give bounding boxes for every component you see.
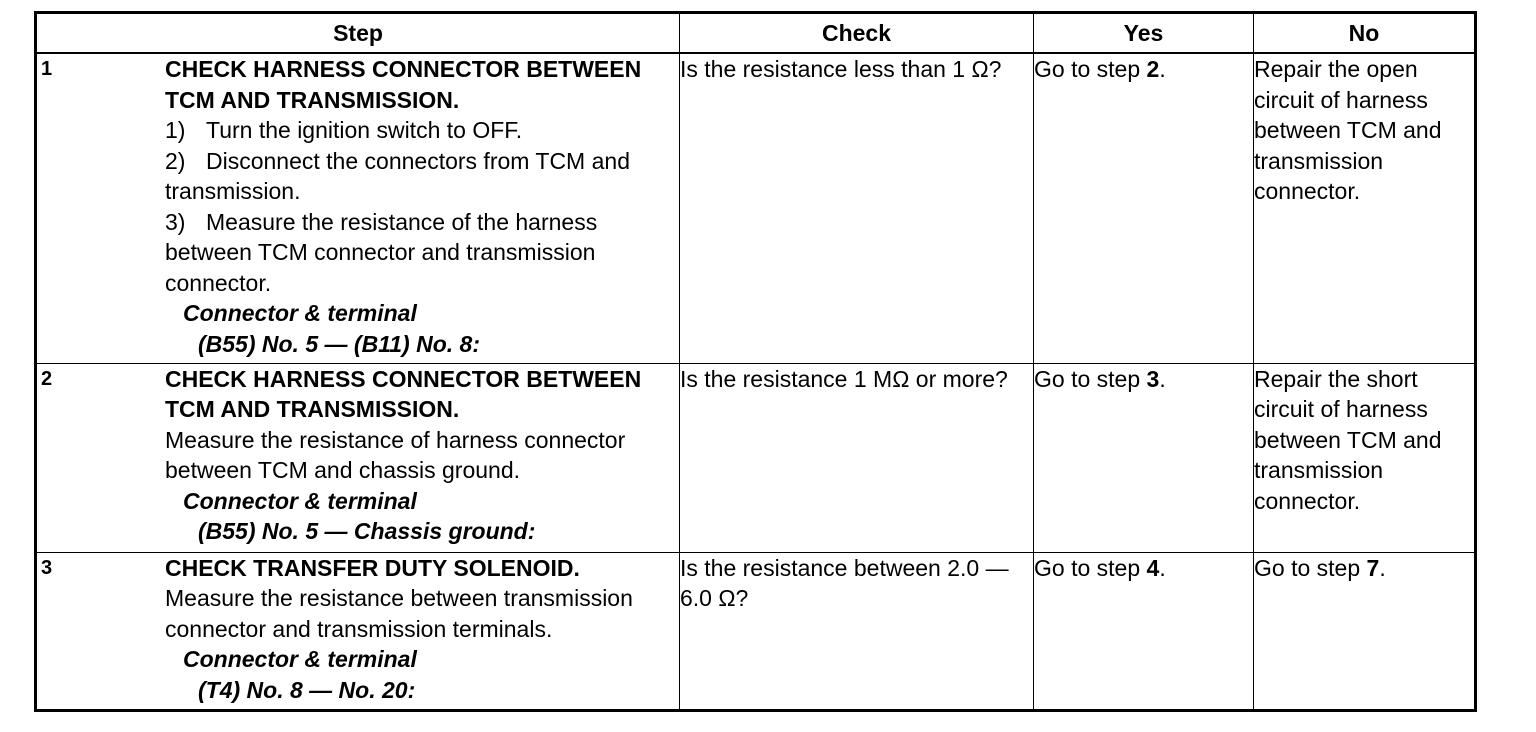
yes-prefix: Go to step — [1034, 554, 1147, 581]
yes-cell — [1034, 552, 1254, 710]
instruction-text: Turn the ignition switch to OFF. — [206, 117, 523, 143]
yes-step-link[interactable]: 2 — [1146, 56, 1160, 82]
step-instruction: Measure the resistance between transmission connector and transmission terminals. — [165, 585, 633, 642]
instruction-number: 1) — [165, 117, 186, 143]
step-number: 2 — [41, 367, 53, 390]
instruction-text: Disconnect the connectors from TCM and transmission. — [165, 147, 630, 204]
connector-terminal: (B55) No. 5 — Chassis ground: — [198, 518, 536, 544]
no-prefix: Go to step — [1254, 554, 1367, 581]
step-cell — [36, 363, 680, 552]
no-cell: Repair the short circuit of harness between TCM and transmission connector. — [1254, 363, 1476, 552]
step-title: CHECK HARNESS CONNECTOR BETWEEN TCM AND TRANSMISSION. — [165, 365, 642, 422]
no-step-link[interactable]: 7 — [1366, 554, 1380, 581]
yes-suffix: . — [1159, 365, 1166, 392]
column-header-yes: Yes — [1034, 13, 1254, 54]
instruction-item — [165, 115, 679, 146]
connector-terminal: (B55) No. 5 — (B11) No. 8: — [198, 330, 480, 357]
no-cell: Repair the open circuit of harness between TCM and transmission connector. — [1254, 53, 1476, 363]
table-row — [36, 363, 1476, 552]
yes-step-link[interactable]: 4 — [1146, 554, 1160, 581]
yes-prefix: Go to step — [1034, 56, 1147, 82]
no-suffix: . — [1379, 554, 1386, 581]
table-row — [36, 53, 1476, 363]
yes-cell — [1034, 53, 1254, 363]
step-number: 1 — [41, 58, 53, 80]
check-cell: Is the resistance between 2.0 — 6.0 Ω? — [680, 552, 1034, 710]
check-cell: Is the resistance less than 1 Ω? — [680, 53, 1034, 363]
instruction-text: Measure the resistance of the harness between TCM connector and transmission connector. — [165, 208, 598, 296]
yes-suffix: . — [1159, 56, 1166, 82]
yes-cell — [1034, 363, 1254, 552]
yes-prefix: Go to step — [1034, 365, 1147, 392]
column-header-step: Step — [36, 13, 680, 54]
step-title: CHECK HARNESS CONNECTOR BETWEEN TCM AND TRANSMISSION. — [165, 56, 642, 113]
step-cell — [36, 53, 680, 363]
step-cell — [36, 552, 680, 710]
header-row — [36, 13, 1476, 54]
step-title: CHECK TRANSFER DUTY SOLENOID. — [165, 554, 580, 581]
connector-terminal: (T4) No. 8 — No. 20: — [198, 676, 416, 703]
step-instruction: Measure the resistance of harness connector between TCM and chassis ground. — [165, 426, 626, 483]
column-header-check: Check — [680, 13, 1034, 54]
column-header-no: No — [1254, 13, 1476, 54]
step-number: 3 — [41, 556, 53, 579]
connector-label: Connector & terminal — [183, 646, 417, 672]
instruction-item — [165, 146, 679, 207]
connector-label: Connector & terminal — [183, 487, 417, 514]
table-row — [36, 552, 1476, 710]
instruction-number: 2) — [165, 147, 186, 174]
instruction-number: 3) — [165, 208, 186, 235]
yes-step-link[interactable]: 3 — [1146, 365, 1160, 392]
yes-suffix: . — [1159, 554, 1166, 581]
instruction-item — [165, 207, 679, 299]
check-cell: Is the resistance 1 MΩ or more? — [680, 363, 1034, 552]
no-cell — [1254, 552, 1476, 710]
connector-label: Connector & terminal — [183, 300, 417, 326]
diagnostic-table — [34, 11, 1477, 712]
